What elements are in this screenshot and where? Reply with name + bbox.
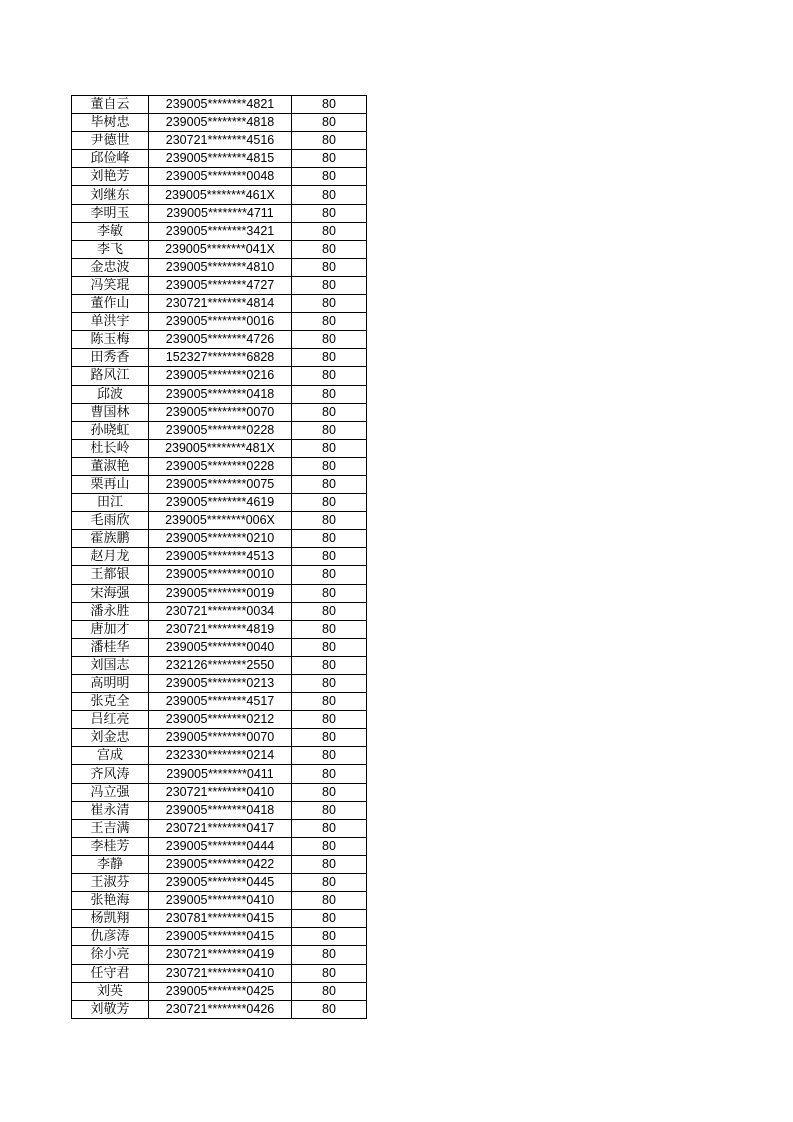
score-cell: 80 [292, 258, 367, 276]
id-number-cell: 239005********041X [149, 240, 292, 258]
name-cell: 崔永清 [72, 801, 149, 819]
table-row [72, 747, 367, 765]
name-cell: 董作山 [72, 295, 149, 313]
score-cell: 80 [292, 946, 367, 964]
score-cell: 80 [292, 385, 367, 403]
id-number-cell: 239005********0019 [149, 584, 292, 602]
score-cell: 80 [292, 711, 367, 729]
table-row [72, 367, 367, 385]
table-row [72, 168, 367, 186]
name-cell: 刘国志 [72, 656, 149, 674]
score-cell: 80 [292, 186, 367, 204]
name-cell: 邱俭峰 [72, 150, 149, 168]
name-cell: 李静 [72, 855, 149, 873]
score-cell: 80 [292, 584, 367, 602]
name-cell: 张克全 [72, 693, 149, 711]
score-cell: 80 [292, 331, 367, 349]
score-cell: 80 [292, 421, 367, 439]
id-number-cell: 239005********0213 [149, 675, 292, 693]
name-cell: 冯立强 [72, 783, 149, 801]
score-cell: 80 [292, 403, 367, 421]
id-number-cell: 239005********461X [149, 186, 292, 204]
id-number-cell: 239005********0212 [149, 711, 292, 729]
id-number-cell: 239005********0016 [149, 313, 292, 331]
score-cell: 80 [292, 964, 367, 982]
id-number-cell: 239005********0411 [149, 765, 292, 783]
table-row [72, 711, 367, 729]
id-number-cell: 239005********0048 [149, 168, 292, 186]
table-row [72, 258, 367, 276]
id-number-cell: 239005********4727 [149, 276, 292, 294]
name-cell: 路风江 [72, 367, 149, 385]
name-cell: 毕树忠 [72, 114, 149, 132]
score-cell: 80 [292, 168, 367, 186]
name-cell: 王淑芬 [72, 874, 149, 892]
name-cell: 董淑艳 [72, 457, 149, 475]
name-cell: 李敏 [72, 222, 149, 240]
score-cell: 80 [292, 240, 367, 258]
score-cell: 80 [292, 602, 367, 620]
name-cell: 李明玉 [72, 204, 149, 222]
score-cell: 80 [292, 656, 367, 674]
score-cell: 80 [292, 367, 367, 385]
table-row [72, 385, 367, 403]
id-number-cell: 230721********4819 [149, 620, 292, 638]
name-cell: 张艳海 [72, 892, 149, 910]
score-cell: 80 [292, 204, 367, 222]
id-number-cell: 239005********0216 [149, 367, 292, 385]
id-number-cell: 239005********4619 [149, 494, 292, 512]
table-row [72, 910, 367, 928]
name-cell: 潘永胜 [72, 602, 149, 620]
table-row [72, 421, 367, 439]
id-number-cell: 230721********4814 [149, 295, 292, 313]
roster-table [71, 95, 367, 1019]
name-cell: 董自云 [72, 96, 149, 114]
table-row [72, 656, 367, 674]
name-cell: 尹德世 [72, 132, 149, 150]
name-cell: 任守君 [72, 964, 149, 982]
id-number-cell: 239005********0228 [149, 457, 292, 475]
table-row [72, 620, 367, 638]
id-number-cell: 239005********0228 [149, 421, 292, 439]
score-cell: 80 [292, 150, 367, 168]
table-row [72, 222, 367, 240]
score-cell: 80 [292, 874, 367, 892]
name-cell: 李飞 [72, 240, 149, 258]
score-cell: 80 [292, 638, 367, 656]
table-row [72, 982, 367, 1000]
id-number-cell: 239005********0415 [149, 928, 292, 946]
id-number-cell: 230721********0419 [149, 946, 292, 964]
id-number-cell: 239005********0418 [149, 385, 292, 403]
id-number-cell: 239005********0010 [149, 566, 292, 584]
table-row [72, 837, 367, 855]
id-number-cell: 239005********4815 [149, 150, 292, 168]
name-cell: 吕红亮 [72, 711, 149, 729]
score-cell: 80 [292, 439, 367, 457]
id-number-cell: 230721********4516 [149, 132, 292, 150]
name-cell: 仇彦涛 [72, 928, 149, 946]
name-cell: 毛雨欣 [72, 512, 149, 530]
id-number-cell: 239005********4818 [149, 114, 292, 132]
name-cell: 曹国林 [72, 403, 149, 421]
table-row [72, 584, 367, 602]
id-number-cell: 230781********0415 [149, 910, 292, 928]
score-cell: 80 [292, 313, 367, 331]
table-row [72, 295, 367, 313]
id-number-cell: 239005********4810 [149, 258, 292, 276]
table-row [72, 457, 367, 475]
table-row [72, 150, 367, 168]
table-row [72, 874, 367, 892]
table-row [72, 783, 367, 801]
score-cell: 80 [292, 910, 367, 928]
table-row [72, 349, 367, 367]
name-cell: 杨凯翔 [72, 910, 149, 928]
table-row [72, 512, 367, 530]
table-row [72, 439, 367, 457]
id-number-cell: 239005********0422 [149, 855, 292, 873]
name-cell: 杜长岭 [72, 439, 149, 457]
table-row [72, 946, 367, 964]
id-number-cell: 239005********4513 [149, 548, 292, 566]
table-row [72, 186, 367, 204]
table-row [72, 114, 367, 132]
id-number-cell: 239005********0075 [149, 475, 292, 493]
name-cell: 高明明 [72, 675, 149, 693]
name-cell: 冯笑琨 [72, 276, 149, 294]
score-cell: 80 [292, 132, 367, 150]
id-number-cell: 239005********0070 [149, 729, 292, 747]
id-number-cell: 239005********4726 [149, 331, 292, 349]
table-row [72, 892, 367, 910]
table-row [72, 240, 367, 258]
name-cell: 唐加才 [72, 620, 149, 638]
name-cell: 徐小亮 [72, 946, 149, 964]
table-row [72, 475, 367, 493]
score-cell: 80 [292, 747, 367, 765]
id-number-cell: 239005********0070 [149, 403, 292, 421]
table-row [72, 403, 367, 421]
id-number-cell: 239005********0445 [149, 874, 292, 892]
score-cell: 80 [292, 457, 367, 475]
name-cell: 金忠波 [72, 258, 149, 276]
score-cell: 80 [292, 494, 367, 512]
name-cell: 刘敬芳 [72, 1000, 149, 1018]
table-row [72, 566, 367, 584]
id-number-cell: 232126********2550 [149, 656, 292, 674]
score-cell: 80 [292, 693, 367, 711]
score-cell: 80 [292, 530, 367, 548]
id-number-cell: 239005********0444 [149, 837, 292, 855]
id-number-cell: 239005********0425 [149, 982, 292, 1000]
id-number-cell: 152327********6828 [149, 349, 292, 367]
name-cell: 潘桂华 [72, 638, 149, 656]
score-cell: 80 [292, 801, 367, 819]
score-cell: 80 [292, 982, 367, 1000]
score-cell: 80 [292, 819, 367, 837]
id-number-cell: 239005********0040 [149, 638, 292, 656]
score-cell: 80 [292, 783, 367, 801]
table-row [72, 855, 367, 873]
table-row [72, 765, 367, 783]
name-cell: 田江 [72, 494, 149, 512]
table-row [72, 548, 367, 566]
id-number-cell: 230721********0417 [149, 819, 292, 837]
table-row [72, 204, 367, 222]
name-cell: 赵月龙 [72, 548, 149, 566]
score-cell: 80 [292, 566, 367, 584]
score-cell: 80 [292, 765, 367, 783]
id-number-cell: 239005********481X [149, 439, 292, 457]
table-row [72, 313, 367, 331]
table-row [72, 331, 367, 349]
table-row [72, 530, 367, 548]
table-row [72, 819, 367, 837]
table-row [72, 132, 367, 150]
table-row [72, 693, 367, 711]
name-cell: 刘继东 [72, 186, 149, 204]
table-row [72, 801, 367, 819]
table-row [72, 675, 367, 693]
id-number-cell: 232330********0214 [149, 747, 292, 765]
name-cell: 宋海强 [72, 584, 149, 602]
name-cell: 刘艳芳 [72, 168, 149, 186]
score-cell: 80 [292, 675, 367, 693]
score-cell: 80 [292, 837, 367, 855]
id-number-cell: 230721********0410 [149, 783, 292, 801]
table-row [72, 638, 367, 656]
id-number-cell: 239005********4711 [149, 204, 292, 222]
table-row [72, 276, 367, 294]
score-cell: 80 [292, 855, 367, 873]
name-cell: 田秀香 [72, 349, 149, 367]
table-row [72, 729, 367, 747]
table-row [72, 602, 367, 620]
id-number-cell: 230721********0426 [149, 1000, 292, 1018]
id-number-cell: 239005********3421 [149, 222, 292, 240]
id-number-cell: 239005********4821 [149, 96, 292, 114]
score-cell: 80 [292, 620, 367, 638]
score-cell: 80 [292, 928, 367, 946]
table-row [72, 96, 367, 114]
score-cell: 80 [292, 222, 367, 240]
id-number-cell: 239005********4517 [149, 693, 292, 711]
id-number-cell: 230721********0034 [149, 602, 292, 620]
roster-body [72, 96, 367, 1019]
table-row [72, 494, 367, 512]
score-cell: 80 [292, 276, 367, 294]
name-cell: 孙晓虹 [72, 421, 149, 439]
table-row [72, 928, 367, 946]
score-cell: 80 [292, 512, 367, 530]
score-cell: 80 [292, 548, 367, 566]
id-number-cell: 239005********0410 [149, 892, 292, 910]
score-cell: 80 [292, 295, 367, 313]
score-cell: 80 [292, 1000, 367, 1018]
name-cell: 单洪宇 [72, 313, 149, 331]
name-cell: 齐风涛 [72, 765, 149, 783]
name-cell: 刘英 [72, 982, 149, 1000]
id-number-cell: 230721********0410 [149, 964, 292, 982]
score-cell: 80 [292, 349, 367, 367]
name-cell: 栗再山 [72, 475, 149, 493]
score-cell: 80 [292, 729, 367, 747]
table-row [72, 1000, 367, 1018]
score-cell: 80 [292, 892, 367, 910]
table-row [72, 964, 367, 982]
name-cell: 霍族鹏 [72, 530, 149, 548]
name-cell: 王都银 [72, 566, 149, 584]
score-cell: 80 [292, 475, 367, 493]
name-cell: 宫成 [72, 747, 149, 765]
name-cell: 邱波 [72, 385, 149, 403]
score-cell: 80 [292, 96, 367, 114]
name-cell: 李桂芳 [72, 837, 149, 855]
id-number-cell: 239005********006X [149, 512, 292, 530]
name-cell: 王吉满 [72, 819, 149, 837]
name-cell: 刘金忠 [72, 729, 149, 747]
name-cell: 陈玉梅 [72, 331, 149, 349]
id-number-cell: 239005********0418 [149, 801, 292, 819]
id-number-cell: 239005********0210 [149, 530, 292, 548]
score-cell: 80 [292, 114, 367, 132]
